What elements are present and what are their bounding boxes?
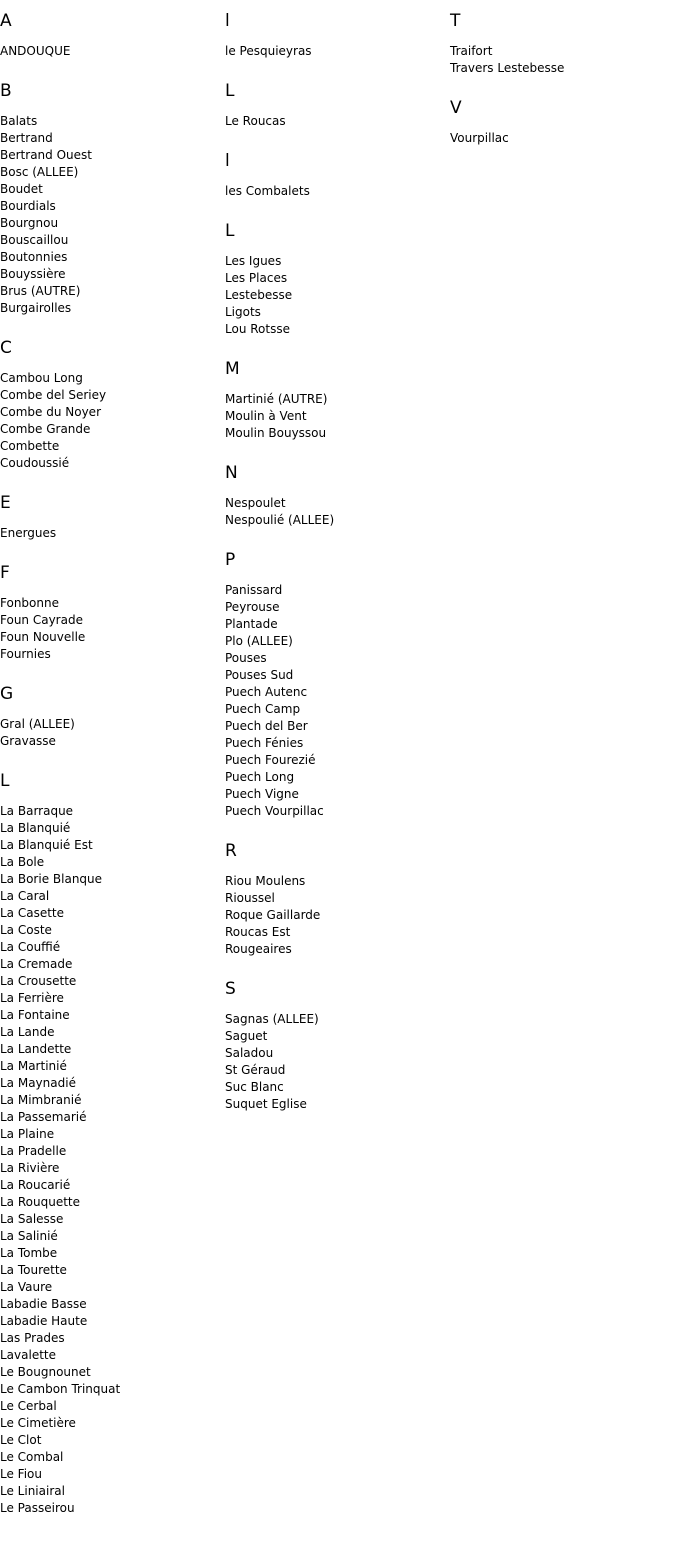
place-link[interactable]: La Maynadié	[0, 1076, 76, 1090]
place-link[interactable]: Balats	[0, 114, 38, 128]
group-spacer	[225, 130, 445, 140]
place-link[interactable]: Bosc (ALLEE)	[0, 165, 79, 179]
place-link[interactable]: Bouyssière	[0, 267, 66, 281]
place-link[interactable]: La Rouquette	[0, 1195, 80, 1209]
place-list	[225, 873, 445, 958]
place-link[interactable]: La Crousette	[0, 974, 77, 988]
place-link[interactable]: Panissard	[225, 583, 283, 597]
letter-group	[225, 70, 445, 140]
place-link[interactable]: Cambou Long	[0, 371, 83, 385]
place-link[interactable]: Moulin Bouyssou	[225, 426, 327, 440]
place-link[interactable]: Les Igues	[225, 254, 282, 268]
letter-group	[0, 482, 220, 552]
letter-heading: M	[225, 359, 240, 379]
letter-group	[0, 327, 220, 482]
place-link[interactable]: Le Passeirou	[0, 1501, 75, 1515]
place-link[interactable]: Les Places	[225, 271, 288, 285]
place-list	[225, 183, 445, 200]
letter-heading: N	[225, 463, 238, 483]
place-link[interactable]: La Coste	[0, 923, 52, 937]
place-link[interactable]: Lavalette	[0, 1348, 57, 1362]
index-column-2	[225, 0, 445, 1123]
letter-group	[0, 552, 220, 673]
letter-group	[450, 87, 670, 157]
place-link[interactable]: Vourpillac	[450, 131, 509, 145]
place-list	[0, 716, 220, 750]
letter-heading: F	[0, 563, 10, 583]
index-column-1	[0, 0, 220, 1527]
letter-heading: A	[0, 11, 12, 31]
place-link[interactable]: La Pradelle	[0, 1144, 67, 1158]
place-link[interactable]: Foun Nouvelle	[0, 630, 86, 644]
place-link[interactable]: Le Bougnounet	[0, 1365, 91, 1379]
group-spacer	[450, 147, 670, 157]
place-link[interactable]: Bouscaillou	[0, 233, 69, 247]
place-link[interactable]: Fournies	[0, 647, 51, 661]
place-link[interactable]: Energues	[0, 526, 57, 540]
letter-group	[450, 0, 670, 87]
place-link[interactable]: Le Cerbal	[0, 1399, 57, 1413]
place-link[interactable]: Combette	[0, 439, 60, 453]
place-link[interactable]: Combe Grande	[0, 422, 91, 436]
place-link[interactable]: La Passemarié	[0, 1110, 87, 1124]
place-link[interactable]: La Vaure	[0, 1280, 53, 1294]
group-spacer	[0, 542, 220, 552]
place-link[interactable]: La Salinié	[0, 1229, 58, 1243]
place-link[interactable]: Bertrand	[0, 131, 53, 145]
place-link[interactable]: Foun Cayrade	[0, 613, 83, 627]
letter-heading: R	[225, 841, 237, 861]
place-link[interactable]: La Blanquié Est	[0, 838, 93, 852]
place-link[interactable]: La Bole	[0, 855, 45, 869]
letter-group	[225, 830, 445, 968]
place-link[interactable]: La Rivière	[0, 1161, 60, 1175]
place-link[interactable]: Combe del Seriey	[0, 388, 107, 402]
letter-heading: l	[225, 11, 230, 31]
letter-heading: l	[225, 151, 230, 171]
place-list	[225, 391, 445, 442]
place-link[interactable]: Rioussel	[225, 891, 275, 905]
letter-heading: E	[0, 493, 11, 513]
group-spacer	[225, 60, 445, 70]
place-link[interactable]: Suc Blanc	[225, 1080, 284, 1094]
place-link[interactable]: Puech Camp	[225, 702, 301, 716]
place-link[interactable]: La Landette	[0, 1042, 72, 1056]
place-link[interactable]: Riou Moulens	[225, 874, 306, 888]
letter-heading: L	[0, 771, 10, 791]
place-link[interactable]: Bertrand Ouest	[0, 148, 92, 162]
place-link[interactable]: La Caral	[0, 889, 50, 903]
letter-group	[225, 0, 445, 70]
letter-group	[225, 452, 445, 539]
place-link[interactable]: Moulin à Vent	[225, 409, 307, 423]
place-link[interactable]: La Couffié	[0, 940, 61, 954]
place-link[interactable]: La Fontaine	[0, 1008, 70, 1022]
group-spacer	[225, 820, 445, 830]
place-list	[450, 43, 670, 77]
place-link[interactable]: Le Liniairal	[0, 1484, 65, 1498]
place-list	[0, 803, 220, 1517]
place-list	[0, 525, 220, 542]
place-link[interactable]: La Lande	[0, 1025, 55, 1039]
place-list	[0, 43, 220, 60]
place-link[interactable]: Puech Vigne	[225, 787, 299, 801]
place-link[interactable]: La Martinié	[0, 1059, 67, 1073]
place-link[interactable]: ANDOUQUE	[0, 44, 71, 58]
letter-group	[225, 539, 445, 830]
group-spacer	[225, 958, 445, 968]
place-link[interactable]: Labadie Haute	[0, 1314, 88, 1328]
place-link[interactable]: Saladou	[225, 1046, 274, 1060]
place-list	[225, 495, 445, 529]
letter-group	[225, 348, 445, 452]
place-list	[225, 113, 445, 130]
place-link[interactable]: Burgairolles	[0, 301, 72, 315]
place-link[interactable]: La Mimbranié	[0, 1093, 82, 1107]
place-link[interactable]: Roque Gaillarde	[225, 908, 321, 922]
place-link[interactable]: La Roucarié	[0, 1178, 71, 1192]
place-link[interactable]: Labadie Basse	[0, 1297, 87, 1311]
place-link[interactable]: Le Cimetière	[0, 1416, 76, 1430]
letter-group	[0, 0, 220, 70]
place-link[interactable]: Puech Vourpillac	[225, 804, 324, 818]
group-spacer	[450, 77, 670, 87]
group-spacer	[225, 200, 445, 210]
place-link[interactable]: La Barraque	[0, 804, 74, 818]
place-link[interactable]: Boudet	[0, 182, 43, 196]
place-list	[225, 253, 445, 338]
group-spacer	[225, 338, 445, 348]
place-list	[225, 1011, 445, 1113]
place-link[interactable]: La Salesse	[0, 1212, 64, 1226]
letter-heading: G	[0, 684, 14, 704]
place-list	[450, 130, 670, 147]
place-link[interactable]: Plantade	[225, 617, 278, 631]
letter-heading: L	[225, 221, 235, 241]
place-link[interactable]: Le Clot	[0, 1433, 42, 1447]
place-link[interactable]: Traifort	[450, 44, 493, 58]
group-spacer	[0, 663, 220, 673]
letter-group	[225, 968, 445, 1123]
place-link[interactable]: Bourdials	[0, 199, 56, 213]
group-spacer	[225, 529, 445, 539]
place-link[interactable]: Puech del Ber	[225, 719, 308, 733]
place-link[interactable]: Fonbonne	[0, 596, 59, 610]
place-link[interactable]: Puech Fénies	[225, 736, 304, 750]
letter-heading: C	[0, 338, 12, 358]
place-link[interactable]: Brus (AUTRE)	[0, 284, 81, 298]
place-link[interactable]: Nespoulié (ALLEE)	[225, 513, 335, 527]
letter-heading: V	[450, 98, 462, 118]
place-link[interactable]: La Casette	[0, 906, 65, 920]
place-list	[0, 370, 220, 472]
letter-group	[0, 760, 220, 1527]
place-link[interactable]: le Pesquieyras	[225, 44, 312, 58]
place-list	[225, 43, 445, 60]
place-link[interactable]: Le Roucas	[225, 114, 286, 128]
place-link[interactable]: Nespoulet	[225, 496, 286, 510]
place-link[interactable]: Puech Long	[225, 770, 295, 784]
group-spacer	[0, 472, 220, 482]
place-link[interactable]: Suquet Eglise	[225, 1097, 307, 1111]
place-link[interactable]: Peyrouse	[225, 600, 280, 614]
place-link[interactable]: Sagnas (ALLEE)	[225, 1012, 319, 1026]
place-link[interactable]: Lestebesse	[225, 288, 293, 302]
letter-group	[225, 210, 445, 348]
place-link[interactable]: La Blanquié	[0, 821, 71, 835]
place-link[interactable]: Boutonnies	[0, 250, 68, 264]
group-spacer	[225, 442, 445, 452]
place-link[interactable]: Puech Fourezié	[225, 753, 316, 767]
place-link[interactable]: Coudoussié	[0, 456, 70, 470]
place-link[interactable]: Saguet	[225, 1029, 268, 1043]
place-link[interactable]: La Plaine	[0, 1127, 55, 1141]
place-link[interactable]: Ligots	[225, 305, 261, 319]
place-list	[0, 113, 220, 317]
place-link[interactable]: Travers Lestebesse	[450, 61, 565, 75]
place-link[interactable]: Gral (ALLEE)	[0, 717, 75, 731]
place-link[interactable]: Las Prades	[0, 1331, 65, 1345]
letter-heading: S	[225, 979, 236, 999]
place-link[interactable]: les Combalets	[225, 184, 310, 198]
place-link[interactable]: Le Cambon Trinquat	[0, 1382, 121, 1396]
place-link[interactable]: Gravasse	[0, 734, 56, 748]
place-link[interactable]: Pouses Sud	[225, 668, 294, 682]
place-link[interactable]: La Ferrière	[0, 991, 64, 1005]
place-link[interactable]: Le Combal	[0, 1450, 64, 1464]
letter-heading: L	[225, 81, 235, 101]
place-link[interactable]: St Géraud	[225, 1063, 286, 1077]
group-spacer	[225, 1113, 445, 1123]
place-link[interactable]: Rougeaires	[225, 942, 292, 956]
place-link[interactable]: Puech Autenc	[225, 685, 308, 699]
group-spacer	[0, 317, 220, 327]
letter-heading: B	[0, 81, 12, 101]
place-link[interactable]: La Tombe	[0, 1246, 58, 1260]
letter-group	[0, 673, 220, 760]
letter-group	[0, 70, 220, 327]
letter-heading: T	[450, 11, 461, 31]
place-link[interactable]: Combe du Noyer	[0, 405, 101, 419]
place-link[interactable]: La Tourette	[0, 1263, 67, 1277]
place-link[interactable]: Plo (ALLEE)	[225, 634, 293, 648]
place-link[interactable]: Pouses	[225, 651, 267, 665]
place-link[interactable]: La Borie Blanque	[0, 872, 103, 886]
group-spacer	[0, 60, 220, 70]
place-link[interactable]: Le Fiou	[0, 1467, 42, 1481]
place-link[interactable]: La Cremade	[0, 957, 73, 971]
index-column-3	[450, 0, 670, 157]
place-list	[225, 582, 445, 820]
place-link[interactable]: Martinié (AUTRE)	[225, 392, 328, 406]
group-spacer	[0, 750, 220, 760]
letter-heading: P	[225, 550, 236, 570]
place-link[interactable]: Roucas Est	[225, 925, 291, 939]
group-spacer	[0, 1517, 220, 1527]
letter-group	[225, 140, 445, 210]
place-link[interactable]: Lou Rotsse	[225, 322, 290, 336]
place-list	[0, 595, 220, 663]
place-link[interactable]: Bourgnou	[0, 216, 59, 230]
